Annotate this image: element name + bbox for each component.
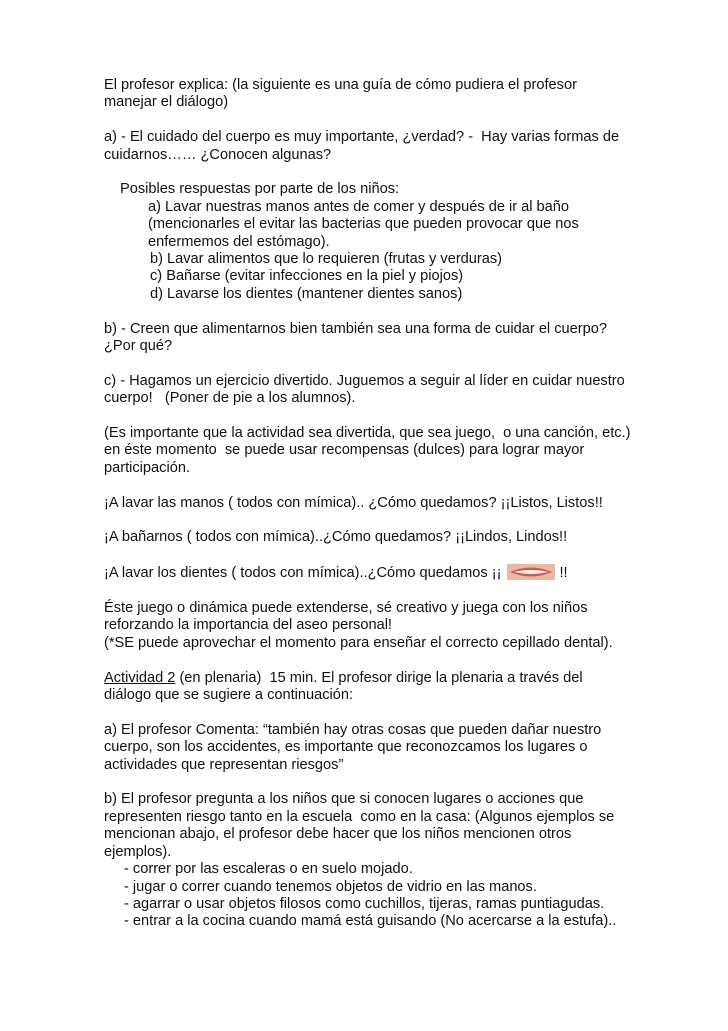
- risk-item: - entrar a la cocina cuando mamá está guisando (No acercarse a la estufa)..: [124, 913, 617, 930]
- risk-item: - agarrar o usar objetos filosos como cuchillos, tijeras, ramas puntiagudas.: [124, 895, 605, 912]
- question-c: c) - Hagamos un ejercicio divertido. Juguemos a seguir al líder en cuidar nuestro cuerpo! (Poner de pie a los alumnos).: [104, 372, 629, 407]
- chant-teeth-text: ¡A lavar los dientes ( todos con mímica)..¿Cómo quedamos ¡¡: [104, 565, 502, 582]
- question-b2: b) El profesor pregunta a los niños que si conocen lugares o acciones que representen riesgo tanto en la escuela como en la casa: (Algunos ejemplos se mencionan abajo, el profesor debe hacer que los niños mencionen otros ejemplos).: [104, 791, 619, 860]
- answer-item: b) Lavar alimentos que lo requieren (frutas y verduras): [150, 251, 503, 268]
- answers-title: Posibles respuestas por parte de los niños:: [120, 181, 400, 198]
- chant-hands: ¡A lavar las manos ( todos con mímica).. ¿Cómo quedamos? ¡¡Listos, Listos!!: [104, 494, 603, 511]
- question-a: a) - El cuidado del cuerpo es muy importante, ¿verdad? - Hay varias formas de cuidarnos…… ¿Conocen algunas?: [104, 129, 624, 163]
- answer-item: d) Lavarse los dientes (mantener dientes sanos): [150, 285, 463, 302]
- chant-teeth-end: !!: [559, 565, 568, 582]
- answer-item: a) Lavar nuestras manos antes de comer y después de ir al baño (mencionarles el evitar las bacterias que pueden provocar que nos enfermemos del estómago).: [148, 198, 583, 250]
- chant-bath: ¡A bañarnos ( todos con mímica)..¿Cómo quedamos? ¡¡Lindos, Lindos!!: [104, 529, 568, 546]
- smile-icon: [507, 564, 555, 580]
- comment-a2: a) El profesor Comenta: “también hay otras cosas que pueden dañar nuestro cuerpo, son los accidentes, es importante que reconozcamos los lugares o actividades que representan riesgos”: [104, 721, 606, 773]
- intro-paragraph: El profesor explica: (la siguiente es una guía de cómo pudiera el profesor manejar el diálogo): [104, 77, 582, 111]
- risk-list: [104, 861, 632, 931]
- risk-item: - jugar o correr cuando tenemos objetos de vidrio en las manos.: [124, 878, 537, 895]
- activity-note: (Es importante que la actividad sea divertida, que sea juego, o una canción, etc.) en éste momento se puede usar recompensas (dulces) para lograr mayor participación.: [104, 425, 635, 476]
- activity2-text: (en plenaria) 15 min. El profesor dirige la plenaria a través del diálogo que se sugiere a continuación:: [104, 669, 587, 704]
- game-note: Éste juego o dinámica puede extenderse, sé creativo y juega con los niños reforzando la importancia del aseo personal! (*SE puede aprovechar el momento para enseñar el correcto cepillado dental).: [104, 600, 613, 651]
- risk-item: - correr por las escaleras o en suelo mojado.: [124, 861, 413, 878]
- chant-teeth: [104, 564, 632, 582]
- activity2-label: Actividad 2: [104, 669, 176, 686]
- answer-item: c) Bañarse (evitar infecciones en la piel y piojos): [150, 268, 464, 285]
- question-b: b) - Creen que alimentarnos bien también sea una forma de cuidar el cuerpo? ¿Por qué?: [104, 320, 612, 355]
- activity2-paragraph: [104, 670, 632, 705]
- answers-list: [104, 199, 632, 303]
